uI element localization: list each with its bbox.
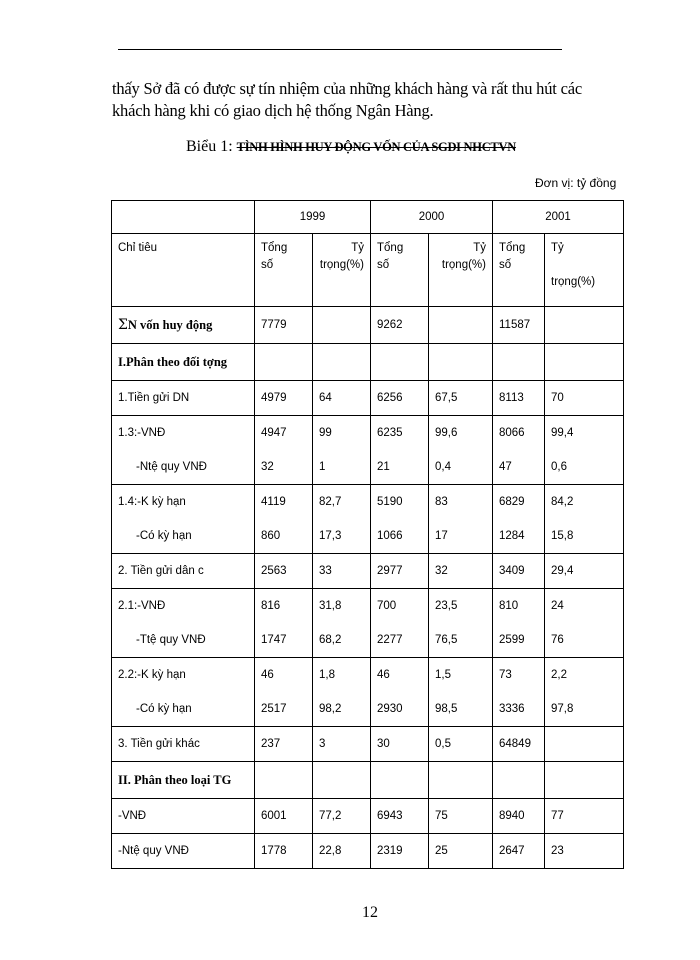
value-cell [429, 307, 493, 344]
value-cell: 6829 [493, 485, 545, 520]
row-label: -Ntệ quy VNĐ [112, 834, 255, 869]
value-cell: 67,5 [429, 381, 493, 416]
deposit-row [112, 623, 624, 658]
value-cell: 75 [429, 799, 493, 834]
value-cell: 83 [429, 485, 493, 520]
value-cell: 64 [313, 381, 371, 416]
empty-cell [429, 344, 493, 381]
total-capital-label [112, 307, 255, 344]
total-header-line1: Tổng [261, 242, 288, 254]
row-label: -Ttệ quy VNĐ [112, 623, 255, 658]
value-cell: 77 [545, 799, 624, 834]
value-cell [545, 727, 624, 762]
value-cell: 15,8 [545, 519, 624, 554]
row-label: -VNĐ [112, 799, 255, 834]
value-cell: 32 [255, 450, 313, 485]
table-caption [186, 138, 516, 156]
deposit-row [112, 554, 624, 589]
value-cell: 860 [255, 519, 313, 554]
value-cell: 2517 [255, 692, 313, 727]
deposit-row [112, 485, 624, 520]
total-header [493, 234, 545, 307]
value-cell: 810 [493, 589, 545, 624]
ratio-header-line1: Tỷ [473, 242, 486, 254]
value-cell: 1,8 [313, 658, 371, 693]
value-cell: 5190 [371, 485, 429, 520]
value-cell: 2277 [371, 623, 429, 658]
ratio-header-line2: trọng(%) [441, 259, 486, 271]
row-label: 1.3:-VNĐ [112, 416, 255, 451]
value-cell: 0,4 [429, 450, 493, 485]
value-cell: 2563 [255, 554, 313, 589]
deposit-row [112, 416, 624, 451]
value-cell: 6943 [371, 799, 429, 834]
value-cell: 1778 [255, 834, 313, 869]
value-cell: 76,5 [429, 623, 493, 658]
value-cell: 84,2 [545, 485, 624, 520]
row-label: -Có kỳ hạn [112, 692, 255, 727]
value-cell: 7779 [255, 307, 313, 344]
deposit-row [112, 727, 624, 762]
empty-cell [371, 344, 429, 381]
value-cell: 3336 [493, 692, 545, 727]
value-cell: 4119 [255, 485, 313, 520]
deposit-row [112, 658, 624, 693]
empty-cell [493, 344, 545, 381]
intro-line-2: khách hàng khi có giao dịch hệ thống Ngân Hàng. [112, 101, 434, 120]
value-cell: 99,6 [429, 416, 493, 451]
value-cell: 21 [371, 450, 429, 485]
value-cell: 6001 [255, 799, 313, 834]
total-header-line2: số [261, 259, 274, 271]
ratio-header [545, 234, 624, 307]
value-cell: 1 [313, 450, 371, 485]
value-cell: 46 [255, 658, 313, 693]
value-cell: 6235 [371, 416, 429, 451]
value-cell: 64849 [493, 727, 545, 762]
value-cell: 4947 [255, 416, 313, 451]
value-cell: 76 [545, 623, 624, 658]
value-cell: 82,7 [313, 485, 371, 520]
value-cell: 22,8 [313, 834, 371, 869]
deposit-row [112, 450, 624, 485]
header-rule [118, 49, 562, 50]
caption-title: TÌNH HÌNH HUY ĐỘNG VỐN CỦA SGDI NHCTVN [236, 140, 516, 154]
value-cell: 700 [371, 589, 429, 624]
deposit-row [112, 834, 624, 869]
value-cell: 9262 [371, 307, 429, 344]
empty-cell [545, 344, 624, 381]
value-cell: 237 [255, 727, 313, 762]
value-cell: 816 [255, 589, 313, 624]
year-header-row [112, 201, 624, 234]
value-cell: 29,4 [545, 554, 624, 589]
row-label: -Có kỳ hạn [112, 519, 255, 554]
unit-label: Đơn vị: tỷ đồng [535, 176, 617, 190]
value-cell: 17,3 [313, 519, 371, 554]
year-2000: 2000 [371, 201, 493, 234]
empty-cell [429, 762, 493, 799]
empty-cell [493, 762, 545, 799]
ratio-header [429, 234, 493, 307]
page-number: 12 [362, 904, 378, 921]
row-label: 1.4:-K kỳ hạn [112, 485, 255, 520]
value-cell: 2930 [371, 692, 429, 727]
total-header-line2: số [377, 259, 390, 271]
sigma-symbol: Σ [118, 316, 128, 333]
total-header-line1: Tổng [499, 242, 526, 254]
value-cell: 31,8 [313, 589, 371, 624]
intro-paragraph [112, 78, 622, 122]
value-cell: 17 [429, 519, 493, 554]
capital-mobilization-table [111, 200, 624, 869]
value-cell: 70 [545, 381, 624, 416]
value-cell: 24 [545, 589, 624, 624]
row-label: -Ntệ quy VNĐ [112, 450, 255, 485]
total-header [255, 234, 313, 307]
value-cell: 6256 [371, 381, 429, 416]
total-header-line1: Tổng [377, 242, 404, 254]
value-cell: 4979 [255, 381, 313, 416]
empty-cell [255, 762, 313, 799]
section-title: I.Phân theo đối tợng [112, 344, 255, 381]
value-cell: 0,6 [545, 450, 624, 485]
value-cell: 1,5 [429, 658, 493, 693]
value-cell: 46 [371, 658, 429, 693]
value-cell: 1747 [255, 623, 313, 658]
value-cell: 8940 [493, 799, 545, 834]
empty-cell [313, 344, 371, 381]
year-1999: 1999 [255, 201, 371, 234]
deposit-row [112, 799, 624, 834]
empty-cell [371, 762, 429, 799]
value-cell: 77,2 [313, 799, 371, 834]
row-label: 2. Tiền gửi dân c [112, 554, 255, 589]
value-cell: 1284 [493, 519, 545, 554]
blank-header-cell [112, 201, 255, 234]
value-cell: 3 [313, 727, 371, 762]
year-2001: 2001 [493, 201, 624, 234]
value-cell: 2,2 [545, 658, 624, 693]
deposit-row [112, 519, 624, 554]
value-cell [545, 307, 624, 344]
deposit-row [112, 589, 624, 624]
value-cell: 30 [371, 727, 429, 762]
value-cell: 73 [493, 658, 545, 693]
value-cell: 0,5 [429, 727, 493, 762]
deposit-row [112, 381, 624, 416]
value-cell: 11587 [493, 307, 545, 344]
value-cell: 3409 [493, 554, 545, 589]
empty-cell [313, 762, 371, 799]
value-cell: 97,8 [545, 692, 624, 727]
value-cell: 99 [313, 416, 371, 451]
value-cell: 32 [429, 554, 493, 589]
value-cell: 33 [313, 554, 371, 589]
section-row [112, 344, 624, 381]
deposit-row [112, 692, 624, 727]
value-cell: 47 [493, 450, 545, 485]
total-capital-row [112, 307, 624, 344]
total-header-line2: số [499, 259, 512, 271]
value-cell: 68,2 [313, 623, 371, 658]
value-cell: 8113 [493, 381, 545, 416]
value-cell: 2647 [493, 834, 545, 869]
row-label: 2.2:-K kỳ hạn [112, 658, 255, 693]
total-header [371, 234, 429, 307]
ratio-header-line1: Tỷ [351, 242, 364, 254]
row-label: 1.Tiền gửi DN [112, 381, 255, 416]
ratio-header-line2: trọng(%) [551, 276, 596, 288]
value-cell: 25 [429, 834, 493, 869]
ratio-header-line1: Tỷ [551, 242, 564, 254]
empty-cell [545, 762, 624, 799]
subheader-row [112, 234, 624, 307]
value-cell: 23,5 [429, 589, 493, 624]
value-cell: 2319 [371, 834, 429, 869]
value-cell: 99,4 [545, 416, 624, 451]
ratio-header-line2: trọng(%) [319, 259, 364, 271]
ratio-header [313, 234, 371, 307]
row-label: 2.1:-VNĐ [112, 589, 255, 624]
caption-label: Biểu 1: [186, 138, 237, 155]
value-cell: 2977 [371, 554, 429, 589]
value-cell: 2599 [493, 623, 545, 658]
value-cell: 98,5 [429, 692, 493, 727]
value-cell: 8066 [493, 416, 545, 451]
intro-line-1: thấy Sở đã có được sự tín nhiệm của những khách hàng và rất thu hút các [112, 79, 582, 98]
section-title: II. Phân theo loại TG [112, 762, 255, 799]
empty-cell [255, 344, 313, 381]
value-cell [313, 307, 371, 344]
indicator-header: Chỉ tiêu [112, 234, 255, 307]
row-label: 3. Tiền gửi khác [112, 727, 255, 762]
value-cell: 1066 [371, 519, 429, 554]
value-cell: 23 [545, 834, 624, 869]
section-row [112, 762, 624, 799]
value-cell: 98,2 [313, 692, 371, 727]
total-capital-text: N vốn huy động [127, 317, 213, 332]
